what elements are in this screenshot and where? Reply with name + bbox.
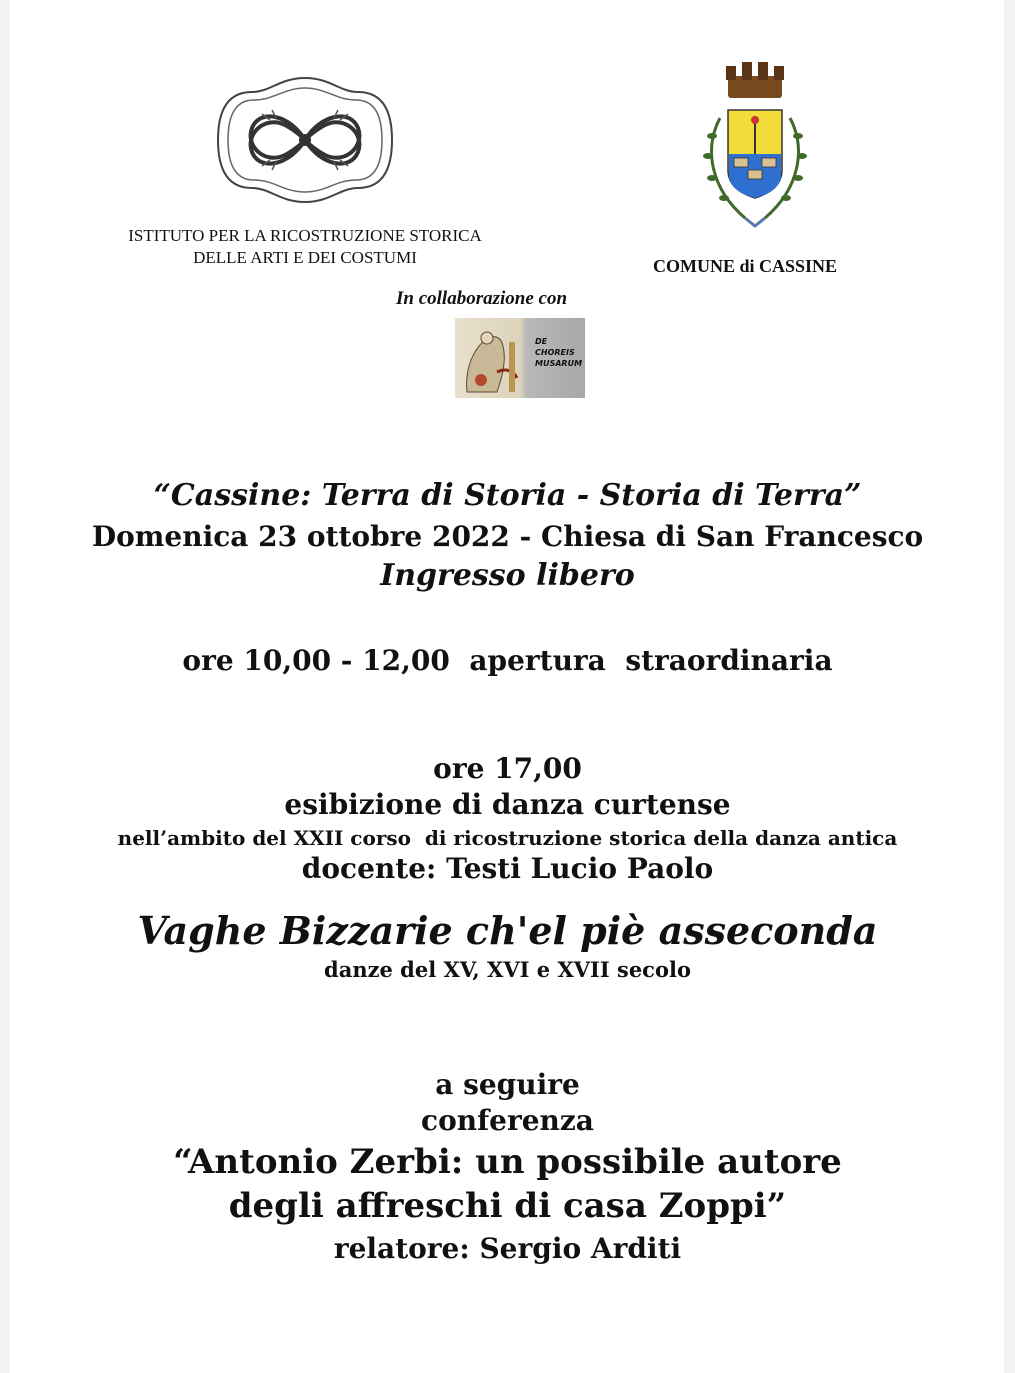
conference-label: conferenza: [421, 1104, 594, 1137]
conference-title-line2: degli affreschi di casa Zoppi”: [228, 1186, 787, 1226]
show-subtitle: danze del XV, XVI e XVII secolo: [324, 957, 691, 982]
institute-name-line2: DELLE ARTI E DEI COSTUMI: [193, 248, 417, 267]
partner-logo-text-2: CHOREIS: [535, 348, 575, 357]
institute-knot-logo: [210, 70, 400, 210]
institute-name: [90, 225, 520, 269]
institute-name-line1: ISTITUTO PER LA RICOSTRUZIONE STORICA: [128, 226, 482, 245]
partner-logo: [455, 318, 585, 398]
conference-title-line1: “Antonio Zerbi: un possibile autore: [173, 1142, 842, 1182]
dance-title: esibizione di danza curtense: [284, 788, 731, 821]
conference-follow: a seguire: [435, 1068, 580, 1101]
partner-logo-text-1: DE: [535, 337, 548, 346]
dance-time: ore 17,00: [433, 752, 582, 785]
conference-speaker: relatore: Sergio Arditi: [333, 1232, 682, 1265]
collaboration-label: In collaborazione con: [396, 288, 568, 309]
partner-logo-text-3: MUSARUM: [535, 359, 583, 368]
dance-teacher: docente: Testi Lucio Paolo: [301, 852, 714, 885]
partner-logo-illustration: [457, 322, 527, 396]
event-date-place: Domenica 23 ottobre 2022 - Chiesa di San Francesco: [91, 520, 924, 553]
comune-name: COMUNE di CASSINE: [653, 256, 838, 276]
show-title: Vaghe Bizzarie ch'el piè asseconda: [137, 908, 878, 953]
opening-hours: ore 10,00 - 12,00 apertura straordinaria: [182, 644, 833, 677]
event-entry: Ingresso libero: [380, 558, 635, 593]
event-title: “Cassine: Terra di Storia - Storia di Terra”: [153, 478, 862, 513]
comune-coat-of-arms: [690, 58, 820, 243]
dance-context: nell’ambito del XXII corso di ricostruzione storica della danza antica: [117, 826, 898, 850]
